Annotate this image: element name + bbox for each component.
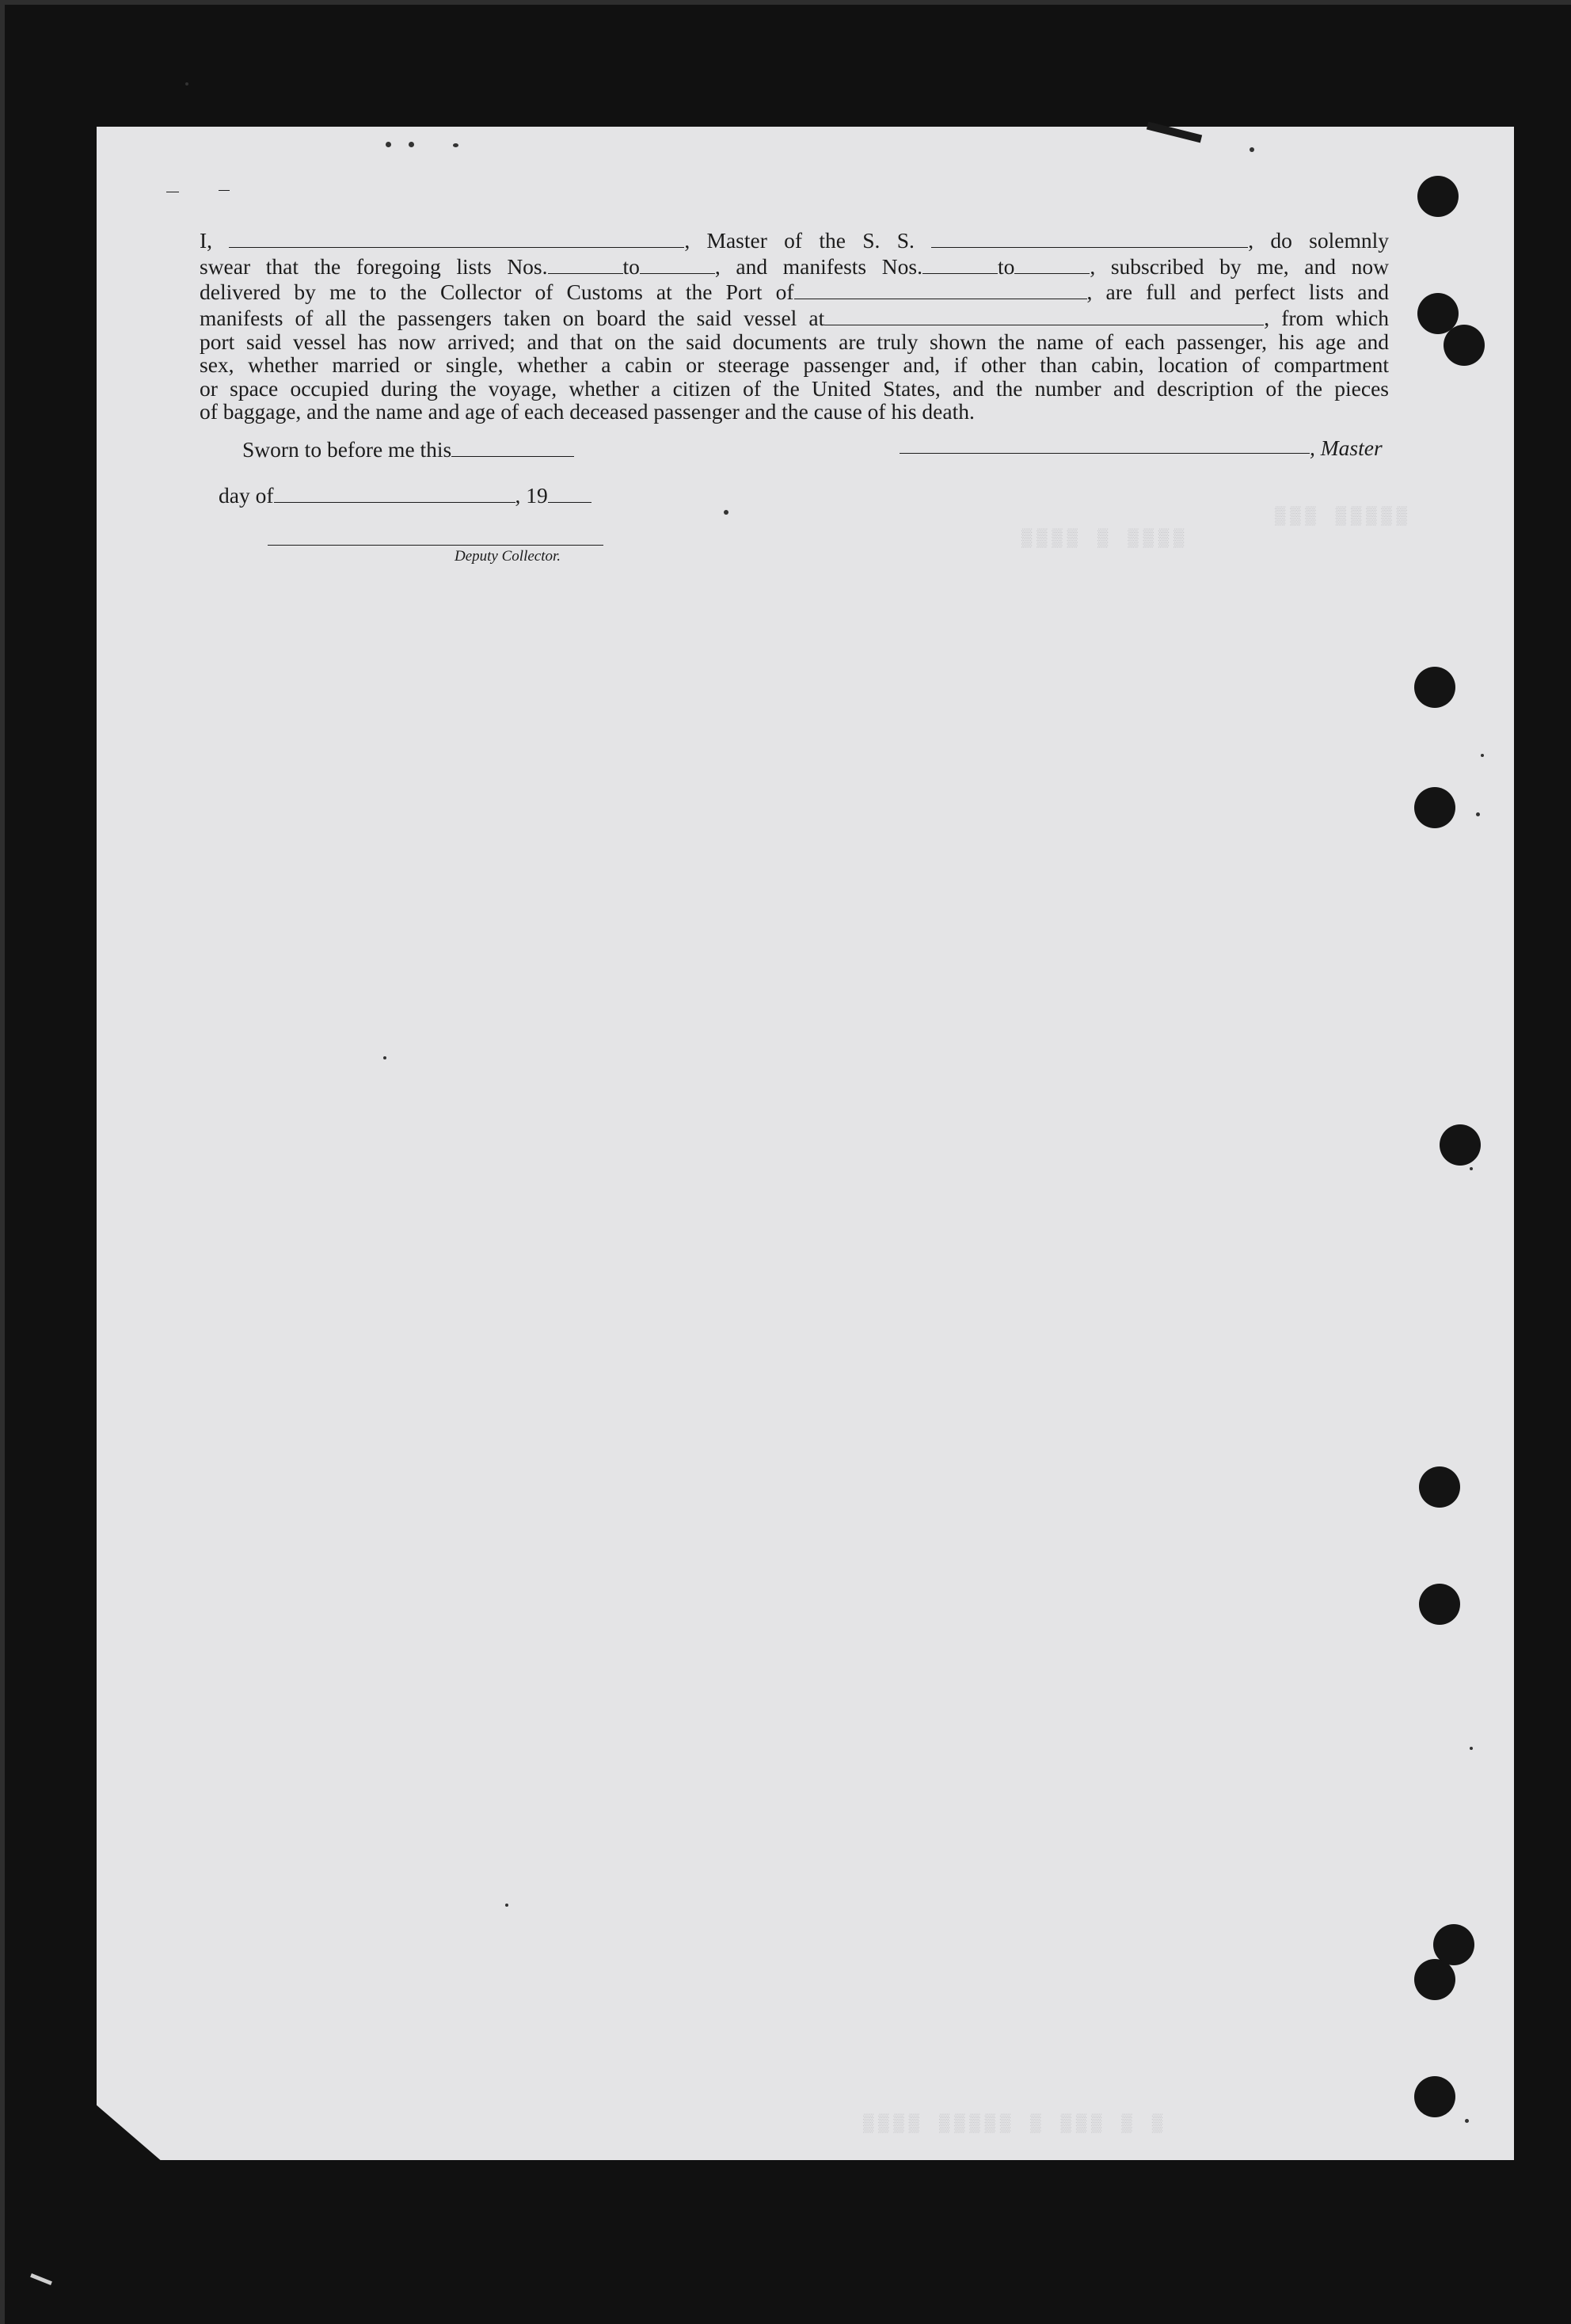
vessel-name-blank: [931, 226, 1248, 248]
scan-speck: [1250, 147, 1254, 152]
master-label: , Master: [1310, 436, 1383, 460]
punch-hole: [1414, 787, 1455, 828]
port-blank: [794, 278, 1087, 299]
master-name-blank: [229, 226, 684, 248]
manifests-from-blank: [922, 253, 998, 274]
day-of-label: day of: [219, 483, 274, 508]
from-which-label: , from which: [1264, 306, 1389, 330]
lists-to-label: to: [622, 253, 640, 279]
day-month-blank: [274, 481, 515, 503]
scan-dash: [219, 190, 230, 191]
oath-line-1: [200, 226, 1389, 253]
punch-hole: [1417, 176, 1459, 217]
oath-paragraph: [200, 226, 1389, 424]
punch-hole: [1414, 1959, 1455, 2000]
port-of-label: delivered by me to the Collector of Customs at the Port of: [200, 280, 794, 305]
punch-hole: [1444, 325, 1485, 366]
scan-speck: [453, 143, 458, 147]
oath-line-8: of baggage, and the name and age of each deceased passenger and the cause of his death.: [200, 399, 975, 424]
scan-speck: [1470, 1167, 1473, 1170]
oath-line-3: [200, 278, 1389, 304]
scan-speck: [1481, 754, 1484, 757]
master-of-ss-label: , Master of the S. S.: [684, 228, 915, 253]
document-sheet: [97, 127, 1514, 2160]
punch-hole: [1414, 667, 1455, 708]
master-signature-line: [900, 453, 1310, 454]
year-blank: [548, 481, 592, 503]
oath-line-4: [200, 304, 1389, 330]
frame-edge-left: [0, 0, 5, 2324]
full-perfect-label: , are full and perfect lists and: [1086, 280, 1389, 305]
scan-speck: [505, 1904, 508, 1907]
manifests-to-label: to: [997, 253, 1015, 279]
bleed-through-text: ▒▒▒ ▒▒▒▒▒: [1275, 507, 1412, 527]
deputy-signature-line: [268, 545, 603, 546]
scan-speck: [1465, 2119, 1469, 2123]
oath-line-2: [200, 253, 1389, 279]
scan-speck: [185, 82, 188, 86]
punch-hole: [1419, 1466, 1460, 1508]
lists-nos-label: swear that the foregoing lists Nos.: [200, 253, 548, 279]
bleed-through-text: ▒▒▒▒ ▒ ▒▒▒▒: [1021, 529, 1189, 549]
scan-speck: [409, 142, 414, 147]
lists-to-blank: [640, 253, 715, 274]
scan-speck: [383, 1056, 386, 1059]
do-solemnly-label: , do solemnly: [1248, 228, 1389, 253]
manifests-to-blank: [1014, 253, 1090, 274]
oath-i-label: I,: [200, 228, 213, 253]
vessel-at-label: manifests of all the passengers taken on board the said vessel at: [200, 306, 825, 330]
punch-hole: [1419, 1584, 1460, 1625]
day-of-row: [219, 481, 592, 508]
punch-hole: [1440, 1124, 1481, 1166]
oath-line-6: sex, whether married or single, whether a cabin or steerage passenger and, if other than cabin, location of compartment: [200, 352, 1389, 377]
manifests-nos-label: , and manifests Nos.: [714, 253, 922, 279]
oath-line-5: port said vessel has now arrived; and that on the said documents are truly shown the name of each passenger, his age and: [200, 329, 1389, 354]
frame-edge-top: [0, 0, 1571, 5]
lists-from-blank: [548, 253, 623, 274]
departure-port-blank: [824, 304, 1264, 325]
punch-hole: [1414, 2076, 1455, 2117]
sworn-label: Sworn to before me this: [242, 437, 452, 462]
deputy-collector-label: Deputy Collector.: [455, 548, 561, 565]
scan-speck: [724, 510, 728, 515]
oath-line-7: or space occupied during the voyage, whether a citizen of the United States, and the number and description of the pieces: [200, 375, 1389, 401]
sworn-date-blank: [451, 436, 574, 457]
year-prefix-label: , 19: [515, 483, 548, 508]
scan-artifact-bottom-left: [30, 2273, 52, 2285]
subscribed-label: , subscribed by me, and now: [1090, 253, 1389, 279]
master-label-row: [1310, 436, 1383, 461]
scan-speck: [1476, 812, 1480, 816]
bleed-through-text: ▒▒▒▒ ▒▒▒▒▒ ▒ ▒▒▒ ▒ ▒: [863, 2114, 1168, 2134]
sworn-row: [242, 436, 574, 462]
scan-speck: [386, 142, 391, 147]
scan-speck: [1470, 1747, 1473, 1750]
